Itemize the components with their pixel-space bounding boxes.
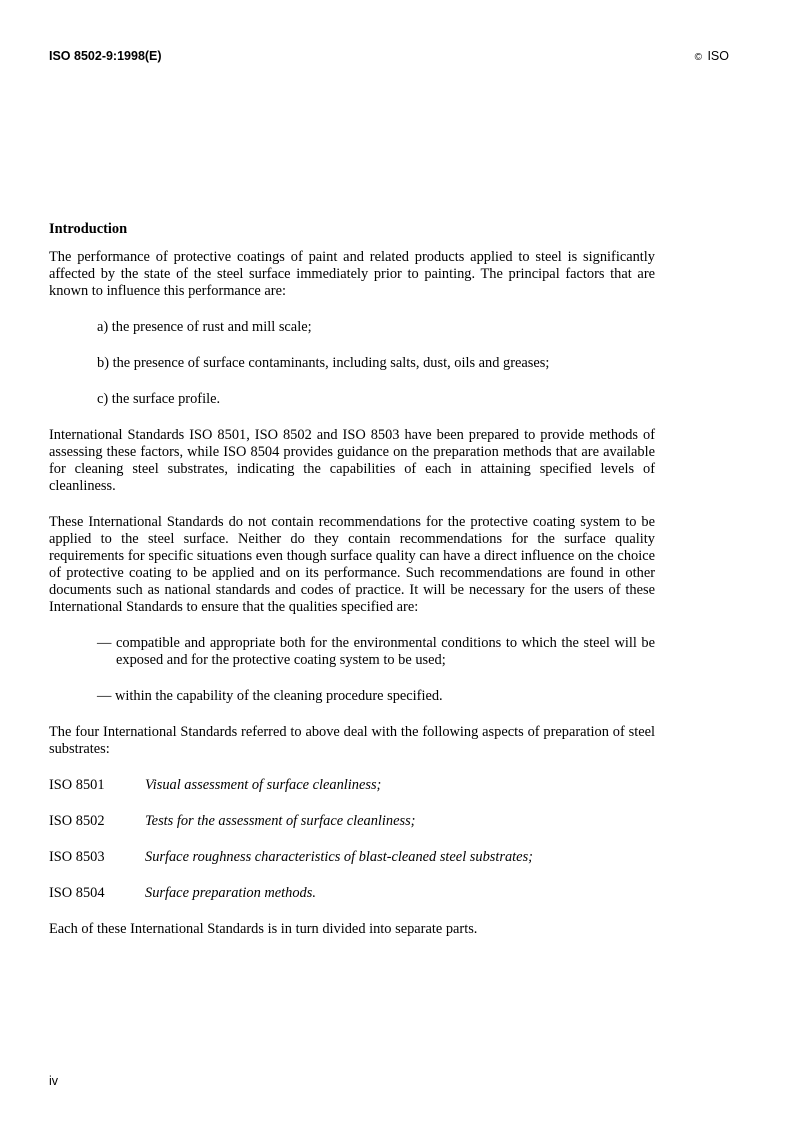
standard-row (49, 777, 655, 794)
quality-item: — compatible and appropriate both for the environmental conditions to which the steel will be exposed and for the protective coating system to be used; (97, 635, 655, 668)
document-id: ISO 8502-9:1998(E) (49, 49, 162, 63)
standard-code: ISO 8501 (49, 777, 105, 793)
standard-row (49, 849, 655, 866)
standard-title: Surface roughness characteristics of blast-cleaned steel substrates; (145, 849, 533, 865)
page-number: iv (49, 1074, 59, 1088)
standard-row (49, 885, 655, 902)
standard-code: ISO 8503 (49, 849, 105, 865)
paragraph: Each of these International Standards is in turn divided into separate parts. (49, 921, 478, 937)
quality-item: — within the capability of the cleaning procedure specified. (97, 688, 443, 704)
copyright-org: ISO (707, 49, 729, 63)
copyright-notice (695, 49, 729, 63)
copyright-symbol: © (694, 52, 702, 63)
standard-row (49, 813, 655, 830)
factor-item: a) the presence of rust and mill scale; (97, 319, 312, 335)
standard-title: Tests for the assessment of surface cleanliness; (145, 813, 416, 829)
introduction-section (49, 221, 655, 957)
paragraph: The performance of protective coatings of paint and related products applied to steel is significantly affected by the state of the steel surface immediately prior to painting. The principal factors that are known to influence this performance are: (49, 249, 655, 299)
paragraph: International Standards ISO 8501, ISO 8502 and ISO 8503 have been prepared to provide methods of assessing these factors, while ISO 8504 provides guidance on the preparation methods that are available for cleaning steel substrates, indicating the capabilities of each in attaining specified levels of cleanliness. (49, 427, 655, 494)
factor-item: c) the surface profile. (97, 391, 221, 407)
standard-code: ISO 8502 (49, 813, 105, 829)
standard-code: ISO 8504 (49, 885, 105, 901)
standard-title: Surface preparation methods. (145, 885, 316, 901)
factor-item: b) the presence of surface contaminants, including salts, dust, oils and greases; (97, 355, 550, 371)
section-title: Introduction (49, 221, 128, 237)
standard-title: Visual assessment of surface cleanliness; (145, 777, 382, 793)
paragraph: These International Standards do not contain recommendations for the protective coating system to be applied to the steel surface. Neither do they contain recommendations for the surface quality requirements for specific situations even though surface quality can have a direct influence on the choice of protective coating to be applied and on its performance. Such recommendations are found in other documents such as national standards and codes of practice. It will be necessary for the users of these International Standards to ensure that the qualities specified are: (49, 514, 655, 615)
paragraph: The four International Standards referred to above deal with the following aspects of preparation of steel substrates: (49, 724, 655, 757)
